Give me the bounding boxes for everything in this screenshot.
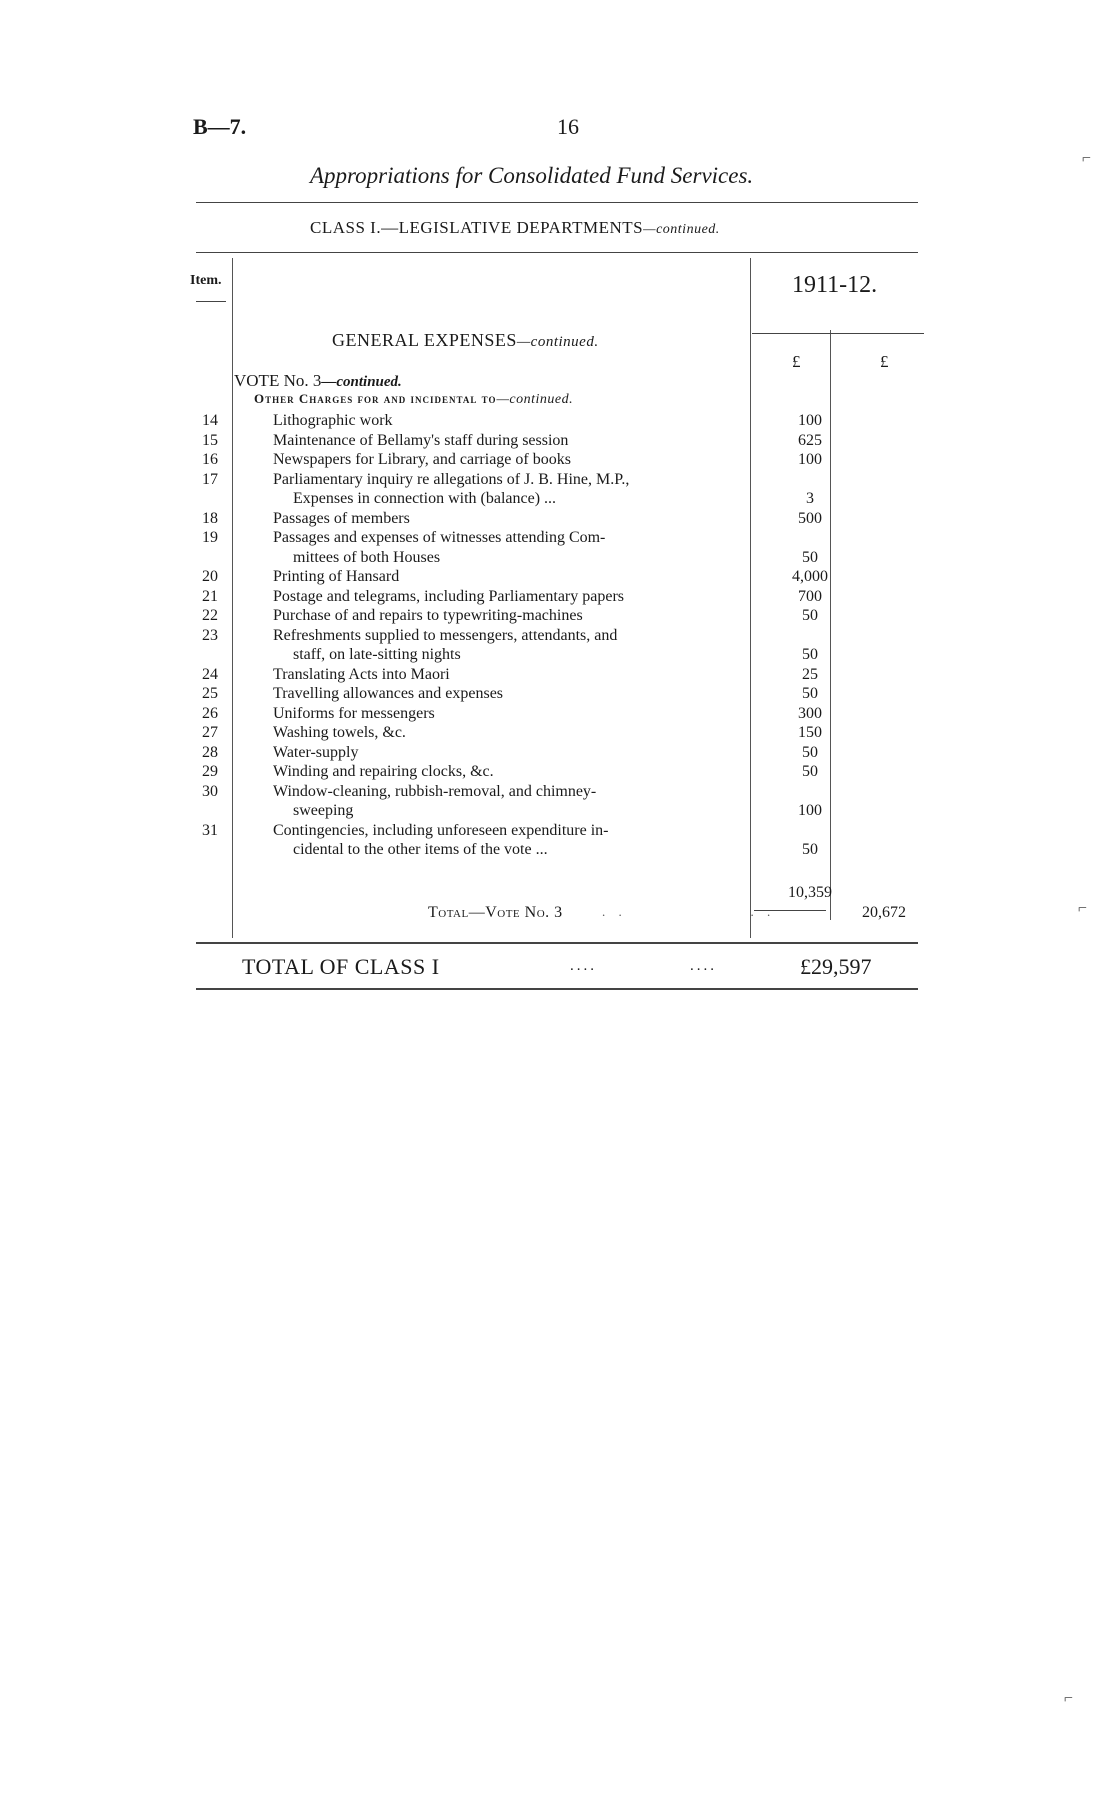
scan-mark: ⌐ [1064,1690,1074,1707]
table-row [0,509,1114,528]
item-amount: 500 [798,509,822,527]
item-number: 19 [202,529,218,546]
report-reference: B—7. [193,114,247,139]
section-heading [332,330,599,351]
item-number: 15 [202,431,218,449]
vote-subtotal: 10,359 [788,884,832,901]
item-amount: 25 [802,665,818,683]
item-description-continued: staff, on late-sitting nights [293,646,461,663]
currency-symbol-items: £ [792,352,801,371]
vote-total-amount: 20,672 [862,904,906,921]
item-amount: 4,000 [792,568,828,585]
item-number: 16 [202,451,218,468]
table-row [0,431,1114,450]
table-row [0,411,1114,430]
item-amount: 100 [798,451,822,468]
table-row [0,626,1114,663]
section-heading-text: GENERAL EXPENSES [332,330,517,350]
item-amount: 625 [798,431,822,449]
item-description: Newspapers for Library, and carriage of books [273,451,571,468]
item-description-continued: cidental to the other items of the vote ... [293,841,548,858]
table-row [0,704,1114,723]
item-number: 30 [202,782,218,800]
item-amount: 50 [802,607,818,624]
table-top-rule [196,252,918,253]
item-number: 20 [202,568,218,585]
class-heading-text: CLASS I.—LEGISLATIVE DEPARTMENTS [310,218,644,237]
vote-total-label-text: Total—Vote No. 3 [428,904,563,921]
item-amount: 150 [798,724,822,741]
item-description: Maintenance of Bellamy's staff during session [273,431,569,449]
currency-symbol-totals: £ [880,352,889,371]
item-description: Printing of Hansard [273,568,400,585]
year-column-header: 1911-12. [792,272,878,298]
vote-heading [234,371,402,391]
table-row [0,684,1114,703]
item-description-continued: mittees of both Houses [293,548,441,566]
table-row [0,743,1114,762]
year-header-rule [752,333,924,334]
item-number: 28 [202,743,218,761]
table-row [0,470,1114,507]
item-number: 26 [202,704,218,722]
title-rule [196,202,918,203]
subheading-cont: —continued. [496,392,574,407]
item-number: 31 [202,821,218,839]
item-description-continued: sweeping [293,802,354,819]
class-total-bottom-rule [196,988,918,990]
item-number: 29 [202,763,218,780]
class-total-label: TOTAL OF CLASS I [242,954,440,979]
item-number: 18 [202,509,218,527]
vote-heading-text: VOTE No. 3 [234,371,322,390]
class-total-leader-dots-1: .... [570,958,597,974]
table-row [0,450,1114,469]
item-number: 23 [202,626,218,644]
item-amount: 50 [802,548,818,566]
vote-heading-cont: —continued. [321,374,402,390]
table-row [0,665,1114,684]
vote-total-leader-dots: . . . . [602,904,776,919]
item-description: Lithographic work [273,412,393,429]
table-row [0,723,1114,742]
page-number: 16 [557,114,579,139]
class-heading [310,218,720,238]
subheading [254,391,573,408]
item-description-continued: Expenses in connection with (balance) ... [293,490,557,507]
item-amount: 50 [802,841,818,858]
item-number: 24 [202,665,218,683]
item-description: Translating Acts into Maori [273,665,450,683]
item-number: 21 [202,587,218,605]
table-row [0,567,1114,586]
table-row [0,606,1114,625]
section-heading-cont: —continued. [516,334,599,350]
item-description: Refreshments supplied to messengers, attendants, and [273,626,618,644]
item-description: Winding and repairing clocks, &c. [273,763,494,780]
item-amount: 3 [806,490,814,507]
table-row [0,762,1114,781]
table-row [0,528,1114,566]
item-amount: 300 [798,704,822,722]
item-number: 17 [202,470,218,488]
item-number: 22 [202,607,218,624]
class-total-leader-dots-2: .... [690,958,717,974]
item-amount: 50 [802,743,818,761]
item-description: Travelling allowances and expenses [273,685,504,702]
table-row [0,782,1114,819]
item-description: Water-supply [273,743,359,761]
page-title: Appropriations for Consolidated Fund Services. [310,163,754,188]
item-amount: 50 [802,646,818,663]
item-amount: 50 [802,685,818,702]
class-total-top-rule [196,942,918,944]
table-row [0,587,1114,606]
item-number: 14 [202,412,218,429]
item-description: Passages of members [273,509,410,527]
item-number: 25 [202,685,218,702]
item-header-rule [196,301,226,302]
item-description: Window-cleaning, rubbish-removal, and chimney- [273,782,597,800]
item-description: Contingencies, including unforeseen expenditure in- [273,821,609,839]
item-amount: 700 [798,587,822,605]
class-heading-cont: —continued. [643,222,720,237]
item-description: Parliamentary inquiry re allegations of J. B. Hine, M.P., [273,470,630,488]
item-amount: 100 [798,802,822,819]
scan-mark: ⌐ [1078,900,1088,917]
item-description: Washing towels, &c. [273,724,406,741]
item-amount: 50 [802,763,818,780]
item-number: 27 [202,724,218,741]
item-description: Postage and telegrams, including Parliamentary papers [273,587,625,605]
item-description: Purchase of and repairs to typewriting-machines [273,607,583,624]
item-description: Uniforms for messengers [273,704,435,722]
vote-total-label [428,904,563,922]
subheading-text: Other Charges for and incidental to [254,391,497,406]
item-amount: 100 [798,412,822,429]
item-description: Passages and expenses of witnesses attending Com- [273,529,606,546]
scan-mark: ⌐ [1082,150,1092,167]
item-column-header: Item. [190,273,222,288]
table-row [0,821,1114,858]
class-total-amount: £29,597 [800,954,872,979]
